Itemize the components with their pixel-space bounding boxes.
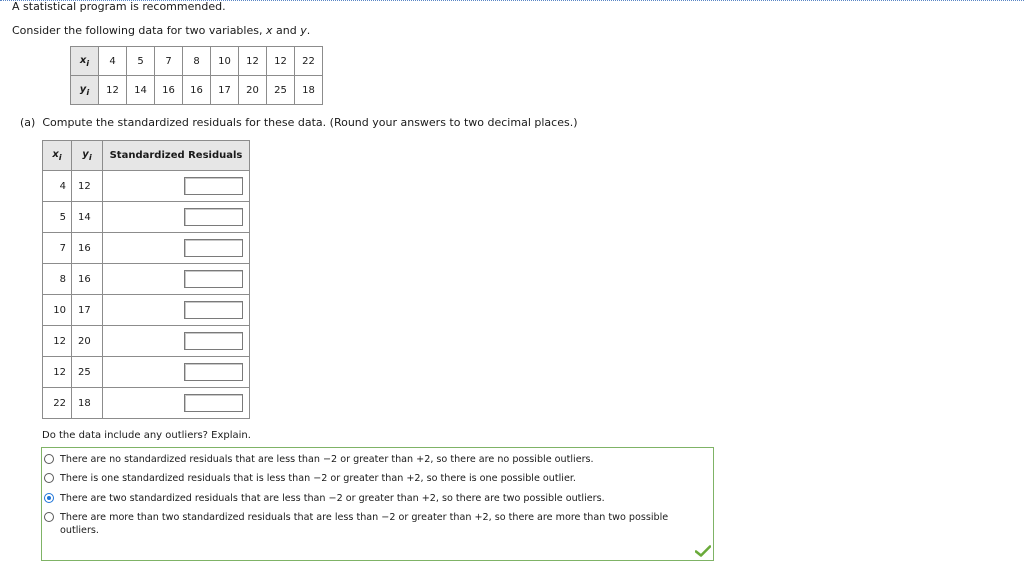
row-residual-cell xyxy=(103,264,250,295)
period: . xyxy=(306,24,311,37)
option-text: There is one standardized residuals that is less than −2 or greater than +2, so there is one possible outlier. xyxy=(60,473,576,484)
table-row xyxy=(43,295,250,326)
row-x: 7 xyxy=(43,233,72,264)
row-x: 22 xyxy=(43,388,72,419)
part-a-text: Compute the standardized residuals for these data. (Round your answers to two decimal places.) xyxy=(42,116,578,129)
option-text: There are two standardized residuals that are less than −2 or greater than +2, so there are two possible outliers. xyxy=(60,493,605,504)
var-x: x xyxy=(265,24,273,37)
row-x: 4 xyxy=(43,171,72,202)
residual-input[interactable] xyxy=(184,239,243,257)
row-x: 10 xyxy=(43,295,72,326)
row-y: 12 xyxy=(72,171,103,202)
radio-button[interactable] xyxy=(44,512,54,522)
y-value: 16 xyxy=(183,76,211,105)
part-a-question xyxy=(20,116,578,129)
y-value: 16 xyxy=(155,76,183,105)
residuals-header-row xyxy=(43,141,250,171)
table-row xyxy=(43,357,250,388)
residuals-table xyxy=(42,140,250,419)
checkmark-icon xyxy=(695,545,711,557)
row-x: 5 xyxy=(43,202,72,233)
table-row xyxy=(43,171,250,202)
part-a-label: (a) xyxy=(20,116,36,129)
residual-input[interactable] xyxy=(184,332,243,350)
y-header: $y_i$ xyxy=(71,76,99,105)
y-value: 14 xyxy=(127,76,155,105)
row-x: 12 xyxy=(43,326,72,357)
radio-button-selected[interactable] xyxy=(44,493,54,503)
and-word: and xyxy=(272,24,301,37)
row-y: 18 xyxy=(72,388,103,419)
outlier-question: Do the data include any outliers? Explain. xyxy=(42,430,251,441)
row-residual-cell xyxy=(103,388,250,419)
consider-text xyxy=(12,24,310,37)
col-x-header: $x_i$ xyxy=(43,141,72,171)
residual-input[interactable] xyxy=(184,394,243,412)
x-value: 12 xyxy=(239,47,267,76)
x-header: $x_i$ xyxy=(71,47,99,76)
row-residual-cell xyxy=(103,295,250,326)
x-value: 4 xyxy=(99,47,127,76)
row-y: 17 xyxy=(72,295,103,326)
row-x: 12 xyxy=(43,357,72,388)
col-residuals-header: Standardized Residuals xyxy=(103,141,250,171)
x-value: 12 xyxy=(267,47,295,76)
x-value: 8 xyxy=(183,47,211,76)
table-row xyxy=(43,233,250,264)
row-residual-cell xyxy=(103,357,250,388)
data-table xyxy=(70,46,323,105)
x-value: 5 xyxy=(127,47,155,76)
consider-prefix: Consider the following data for two variables, xyxy=(12,24,266,37)
x-value: 10 xyxy=(211,47,239,76)
y-value: 18 xyxy=(295,76,323,105)
row-y: 16 xyxy=(72,264,103,295)
answer-box xyxy=(41,447,714,561)
y-value: 12 xyxy=(99,76,127,105)
row-residual-cell xyxy=(103,326,250,357)
option-text: There are more than two standardized residuals that are less than −2 or greater than +2, so there are more than two possible outliers. xyxy=(60,512,669,536)
residual-input[interactable] xyxy=(184,363,243,381)
y-value: 17 xyxy=(211,76,239,105)
option-text: There are no standardized residuals that are less than −2 or greater than +2, so there are no possible outliers. xyxy=(60,454,594,465)
y-value: 25 xyxy=(267,76,295,105)
table-row xyxy=(43,202,250,233)
x-value: 7 xyxy=(155,47,183,76)
var-y: y xyxy=(300,24,307,37)
residual-input[interactable] xyxy=(184,208,243,226)
residual-input[interactable] xyxy=(184,301,243,319)
row-y: 14 xyxy=(72,202,103,233)
row-x: 8 xyxy=(43,264,72,295)
row-residual-cell xyxy=(103,233,250,264)
radio-button[interactable] xyxy=(44,454,54,464)
col-y-header: $y_i$ xyxy=(72,141,103,171)
row-residual-cell xyxy=(103,171,250,202)
table-row xyxy=(43,326,250,357)
recommendation-text: A statistical program is recommended. xyxy=(12,0,226,13)
radio-button[interactable] xyxy=(44,473,54,483)
row-y: 20 xyxy=(72,326,103,357)
residual-input[interactable] xyxy=(184,177,243,195)
row-y: 16 xyxy=(72,233,103,264)
y-row xyxy=(71,76,323,105)
row-y: 25 xyxy=(72,357,103,388)
x-value: 22 xyxy=(295,47,323,76)
y-value: 20 xyxy=(239,76,267,105)
table-row xyxy=(43,264,250,295)
x-row xyxy=(71,47,323,76)
row-residual-cell xyxy=(103,202,250,233)
residual-input[interactable] xyxy=(184,270,243,288)
table-row xyxy=(43,388,250,419)
